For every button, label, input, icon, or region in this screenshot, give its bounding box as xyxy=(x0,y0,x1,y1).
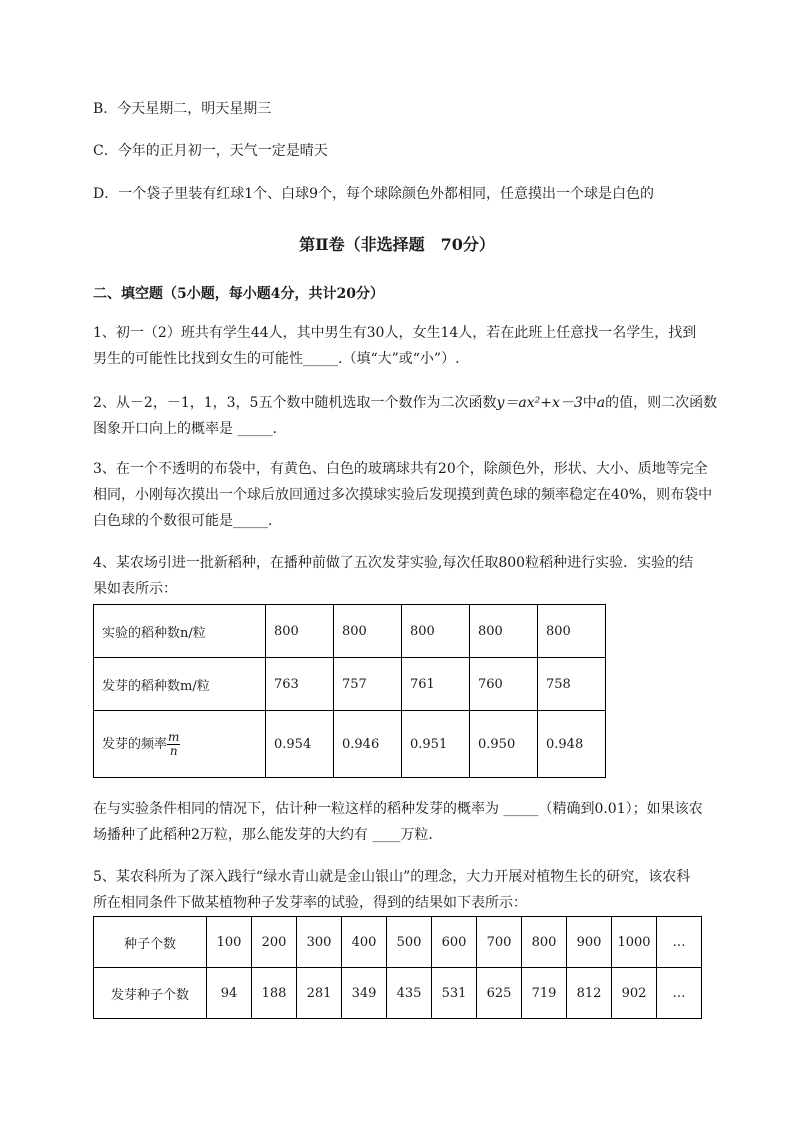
question-2-line-1 xyxy=(93,390,718,416)
table-cell: 758 xyxy=(538,658,606,711)
question-2-text-b: 中 xyxy=(582,395,597,411)
table-row xyxy=(94,711,606,778)
variable-a: a xyxy=(596,395,606,411)
row-label: 种子个数 xyxy=(94,917,207,968)
question-1-line-1: 1、初一（2）班共有学生44人，其中男生有30人，女生14人，若在此班上任意找一名学生，找到 xyxy=(93,325,697,341)
table-cell: 800 xyxy=(402,605,470,658)
table-row xyxy=(94,658,606,711)
question-5 xyxy=(93,864,713,916)
section-title: 二、填空题（5小题，每小题4分，共计20分） xyxy=(93,286,384,302)
fraction-m-over-n xyxy=(167,731,180,758)
table-cell: 812 xyxy=(567,968,612,1019)
quadratic-function: y＝ax²+x－3 xyxy=(496,395,583,411)
table-cell: 0.951 xyxy=(402,711,470,778)
table-cell: 531 xyxy=(432,968,477,1019)
table-cell: 763 xyxy=(266,658,334,711)
table-cell: 719 xyxy=(522,968,567,1019)
option-b: B．今天星期二，明天星期三 xyxy=(93,101,272,117)
fraction-denominator: n xyxy=(169,743,178,758)
question-4-line-2: 果如表所示： xyxy=(93,581,177,597)
table-cell: 1000 xyxy=(612,917,657,968)
question-4-after-1: 在与实验条件相同的情况下，估计种一粒这样的稻种发芽的概率为 _____（精确到0.01）；如果该农 xyxy=(93,801,703,817)
fraction-numerator: m xyxy=(168,729,180,744)
question-2-text-a: 2、从－2，－1，1，3，5五个数中随机选取一个数作为二次函数 xyxy=(93,395,497,411)
table-cell: 800 xyxy=(334,605,402,658)
row-label: 发芽种子个数 xyxy=(94,968,207,1019)
germination-table xyxy=(93,604,606,778)
part-title: 第Ⅱ卷（非选择题 70分） xyxy=(299,235,495,254)
table-cell: 0.946 xyxy=(334,711,402,778)
table-row xyxy=(94,917,702,968)
question-3 xyxy=(93,456,713,534)
table-cell: 0.948 xyxy=(538,711,606,778)
table-cell: 400 xyxy=(342,917,387,968)
table-cell: 300 xyxy=(297,917,342,968)
table-cell: 800 xyxy=(470,605,538,658)
seed-germination-table xyxy=(93,916,702,1019)
table-cell: 0.950 xyxy=(470,711,538,778)
table-cell: … xyxy=(657,968,702,1019)
row-label: 发芽的频率 xyxy=(102,736,168,752)
table-cell: 0.954 xyxy=(266,711,334,778)
question-5-line-2: 所在相同条件下做某植物种子发芽率的试验，得到的结果如下表所示： xyxy=(93,895,527,911)
table-row xyxy=(94,968,702,1019)
question-3-line-1: 3、在一个不透明的布袋中，有黄色、白色的玻璃球共有20个，除颜色外，形状、大小、质地等完全 xyxy=(93,461,708,477)
table-cell: 760 xyxy=(470,658,538,711)
table-cell: 281 xyxy=(297,968,342,1019)
table-cell: 800 xyxy=(538,605,606,658)
table-cell: … xyxy=(657,917,702,968)
question-2-line-2: 图象开口向上的概率是 _____. xyxy=(93,421,277,437)
row-label: 发芽的稻种数m/粒 xyxy=(94,658,266,711)
table-cell: 757 xyxy=(334,658,402,711)
table-row xyxy=(94,605,606,658)
row-label: 实验的稻种数n/粒 xyxy=(94,605,266,658)
table-cell: 902 xyxy=(612,968,657,1019)
table-cell: 600 xyxy=(432,917,477,968)
table-cell: 500 xyxy=(387,917,432,968)
table-cell: 625 xyxy=(477,968,522,1019)
table-cell: 700 xyxy=(477,917,522,968)
question-1-line-2: 男生的可能性比找到女生的可能性_____.（填“大”或“小”）. xyxy=(93,351,460,367)
table-cell: 100 xyxy=(207,917,252,968)
table-cell: 800 xyxy=(522,917,567,968)
table-cell: 349 xyxy=(342,968,387,1019)
table-cell: 800 xyxy=(266,605,334,658)
question-3-line-2: 相同，小刚每次摸出一个球后放回通过多次摸球实验后发现摸到黄色球的频率稳定在40%，则布袋中 xyxy=(93,487,713,503)
question-5-line-1: 5、某农科所为了深入践行“绿水青山就是金山银山”的理念，大力开展对植物生长的研究，该农科 xyxy=(93,869,691,885)
question-1 xyxy=(93,320,713,372)
table-cell: 94 xyxy=(207,968,252,1019)
question-3-line-3: 白色球的个数很可能是_____. xyxy=(93,513,273,529)
question-2 xyxy=(93,390,718,442)
question-4-followup xyxy=(93,796,713,848)
table-cell: 900 xyxy=(567,917,612,968)
table-cell: 188 xyxy=(252,968,297,1019)
question-2-text-c: 的值，则二次函数 xyxy=(605,395,718,411)
option-c: C．今年的正月初一，天气一定是晴天 xyxy=(93,143,328,159)
question-4-line-1: 4、某农场引进一批新稻种，在播种前做了五次发芽实验,每次任取800粒稻种进行实验．实验的结 xyxy=(93,555,694,571)
row-label-frequency xyxy=(94,711,266,778)
table-cell: 435 xyxy=(387,968,432,1019)
option-d: D．一个袋子里装有红球1个、白球9个，每个球除颜色外都相同，任意摸出一个球是白色的 xyxy=(93,186,655,202)
question-4 xyxy=(93,550,713,602)
table-cell: 761 xyxy=(402,658,470,711)
table-cell: 200 xyxy=(252,917,297,968)
question-4-after-2: 场播种了此稻种2万粒，那么能发芽的大约有 ____万粒． xyxy=(93,827,443,843)
